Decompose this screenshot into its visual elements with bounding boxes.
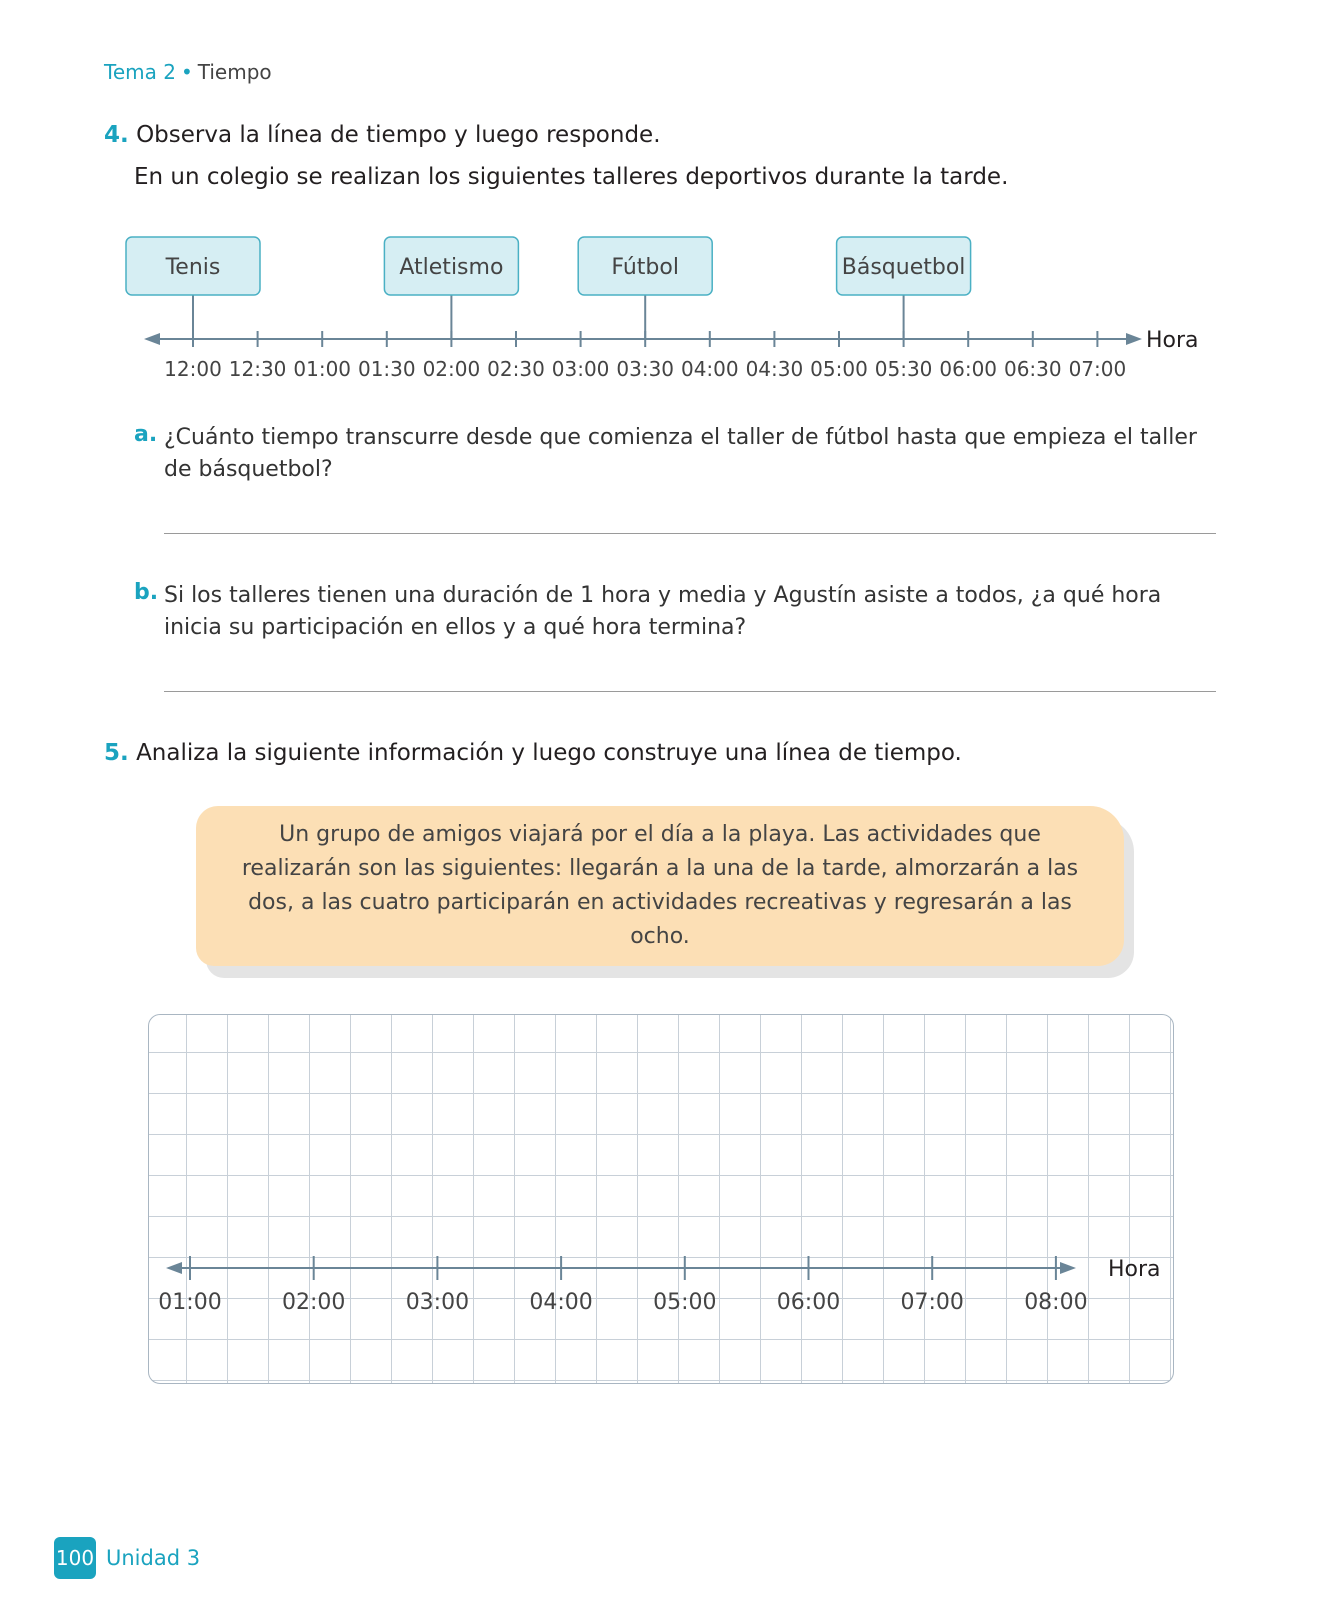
q4-axis-label: Hora (1146, 328, 1199, 353)
page-number: 100 (54, 1537, 96, 1579)
q4-tick-label: 03:00 (551, 357, 610, 381)
q4b-block (134, 580, 1204, 644)
q5-tick-label: 02:00 (281, 1290, 346, 1315)
q4-tick-label: 01:00 (293, 357, 352, 381)
q4-event-label: Atletismo (399, 255, 504, 280)
q4-axis-right-arrow (1126, 333, 1142, 345)
q5-tick-label: 08:00 (1024, 1290, 1088, 1315)
q4-tick-label: 04:30 (745, 357, 804, 381)
q5-info-callout (196, 806, 1124, 966)
q4-timeline (0, 225, 1339, 390)
q4-tick-label: 04:00 (680, 357, 739, 381)
q5-axis-left-arrow (166, 1262, 182, 1274)
q4-event-label: Fútbol (611, 255, 679, 280)
unit-label: Unidad 3 (106, 1546, 201, 1570)
q5-callout-text: Un grupo de amigos viajará por el día a la playa. Las actividades que realizarán son las siguientes: llegarán a la una de la tarde, almorzarán a las dos, a las cuatro participarán en actividades recreativas y regresarán a las ocho. (241, 822, 1079, 949)
q4-tick-label: 06:00 (939, 357, 998, 381)
q4-tick-label: 02:00 (422, 357, 481, 381)
q5-tick-label: 01:00 (158, 1290, 222, 1315)
q5-tick-label: 07:00 (900, 1290, 964, 1315)
q5-instruction: Analiza la siguiente información y luego construye una línea de tiempo. (136, 740, 962, 766)
header-separator: • (180, 60, 193, 84)
q4b-answer-line[interactable] (164, 691, 1216, 692)
q4-tick-label: 01:30 (357, 357, 416, 381)
q5-tick-label: 05:00 (653, 1290, 717, 1315)
q4a-answer-line[interactable] (164, 533, 1216, 534)
q5-instruction-line (104, 740, 962, 766)
q5-axis-right-arrow (1060, 1262, 1076, 1274)
q4-tick-label: 12:00 (164, 357, 222, 381)
q4-tick-label: 05:30 (874, 357, 933, 381)
q5-tick-label: 06:00 (776, 1290, 841, 1315)
q4-instruction-line (104, 122, 661, 148)
q4-axis-left-arrow (144, 333, 160, 345)
q4-event-label: Básquetbol (841, 255, 966, 280)
q4a-letter: a. (134, 422, 158, 447)
q5-timeline (148, 1014, 1172, 1382)
q4a-text: ¿Cuánto tiempo transcurre desde que comienza el taller de fútbol hasta que empieza el taller de básquetbol? (164, 425, 1197, 482)
q4a-block (134, 422, 1204, 486)
q4b-letter: b. (134, 580, 159, 605)
page-header (104, 60, 272, 84)
q5-tick-label: 04:00 (529, 1290, 593, 1315)
q5-number: 5. (104, 740, 129, 766)
q4b-text: Si los talleres tienen una duración de 1 hora y media y Agustín asiste a todos, ¿a qué hora inicia su participación en ellos y a qué hora termina? (164, 583, 1162, 640)
q4-number: 4. (104, 122, 129, 148)
q5-tick-label: 03:00 (405, 1290, 470, 1315)
q5-axis-label: Hora (1108, 1257, 1161, 1282)
q4-tick-label: 03:30 (616, 357, 675, 381)
q4-instruction: Observa la línea de tiempo y luego responde. (136, 122, 661, 148)
q4-event-label: Tenis (165, 255, 221, 280)
q4-tick-label: 06:30 (1003, 357, 1062, 381)
subject-label: Tiempo (197, 60, 272, 84)
topic-label: Tema 2 (104, 60, 176, 84)
q4-tick-label: 12:30 (228, 357, 287, 381)
q4-tick-label: 07:00 (1068, 357, 1127, 381)
q4-tick-label: 05:00 (810, 357, 868, 381)
q4-context: En un colegio se realizan los siguientes talleres deportivos durante la tarde. (134, 164, 1009, 190)
q4-tick-label: 02:30 (487, 357, 545, 381)
